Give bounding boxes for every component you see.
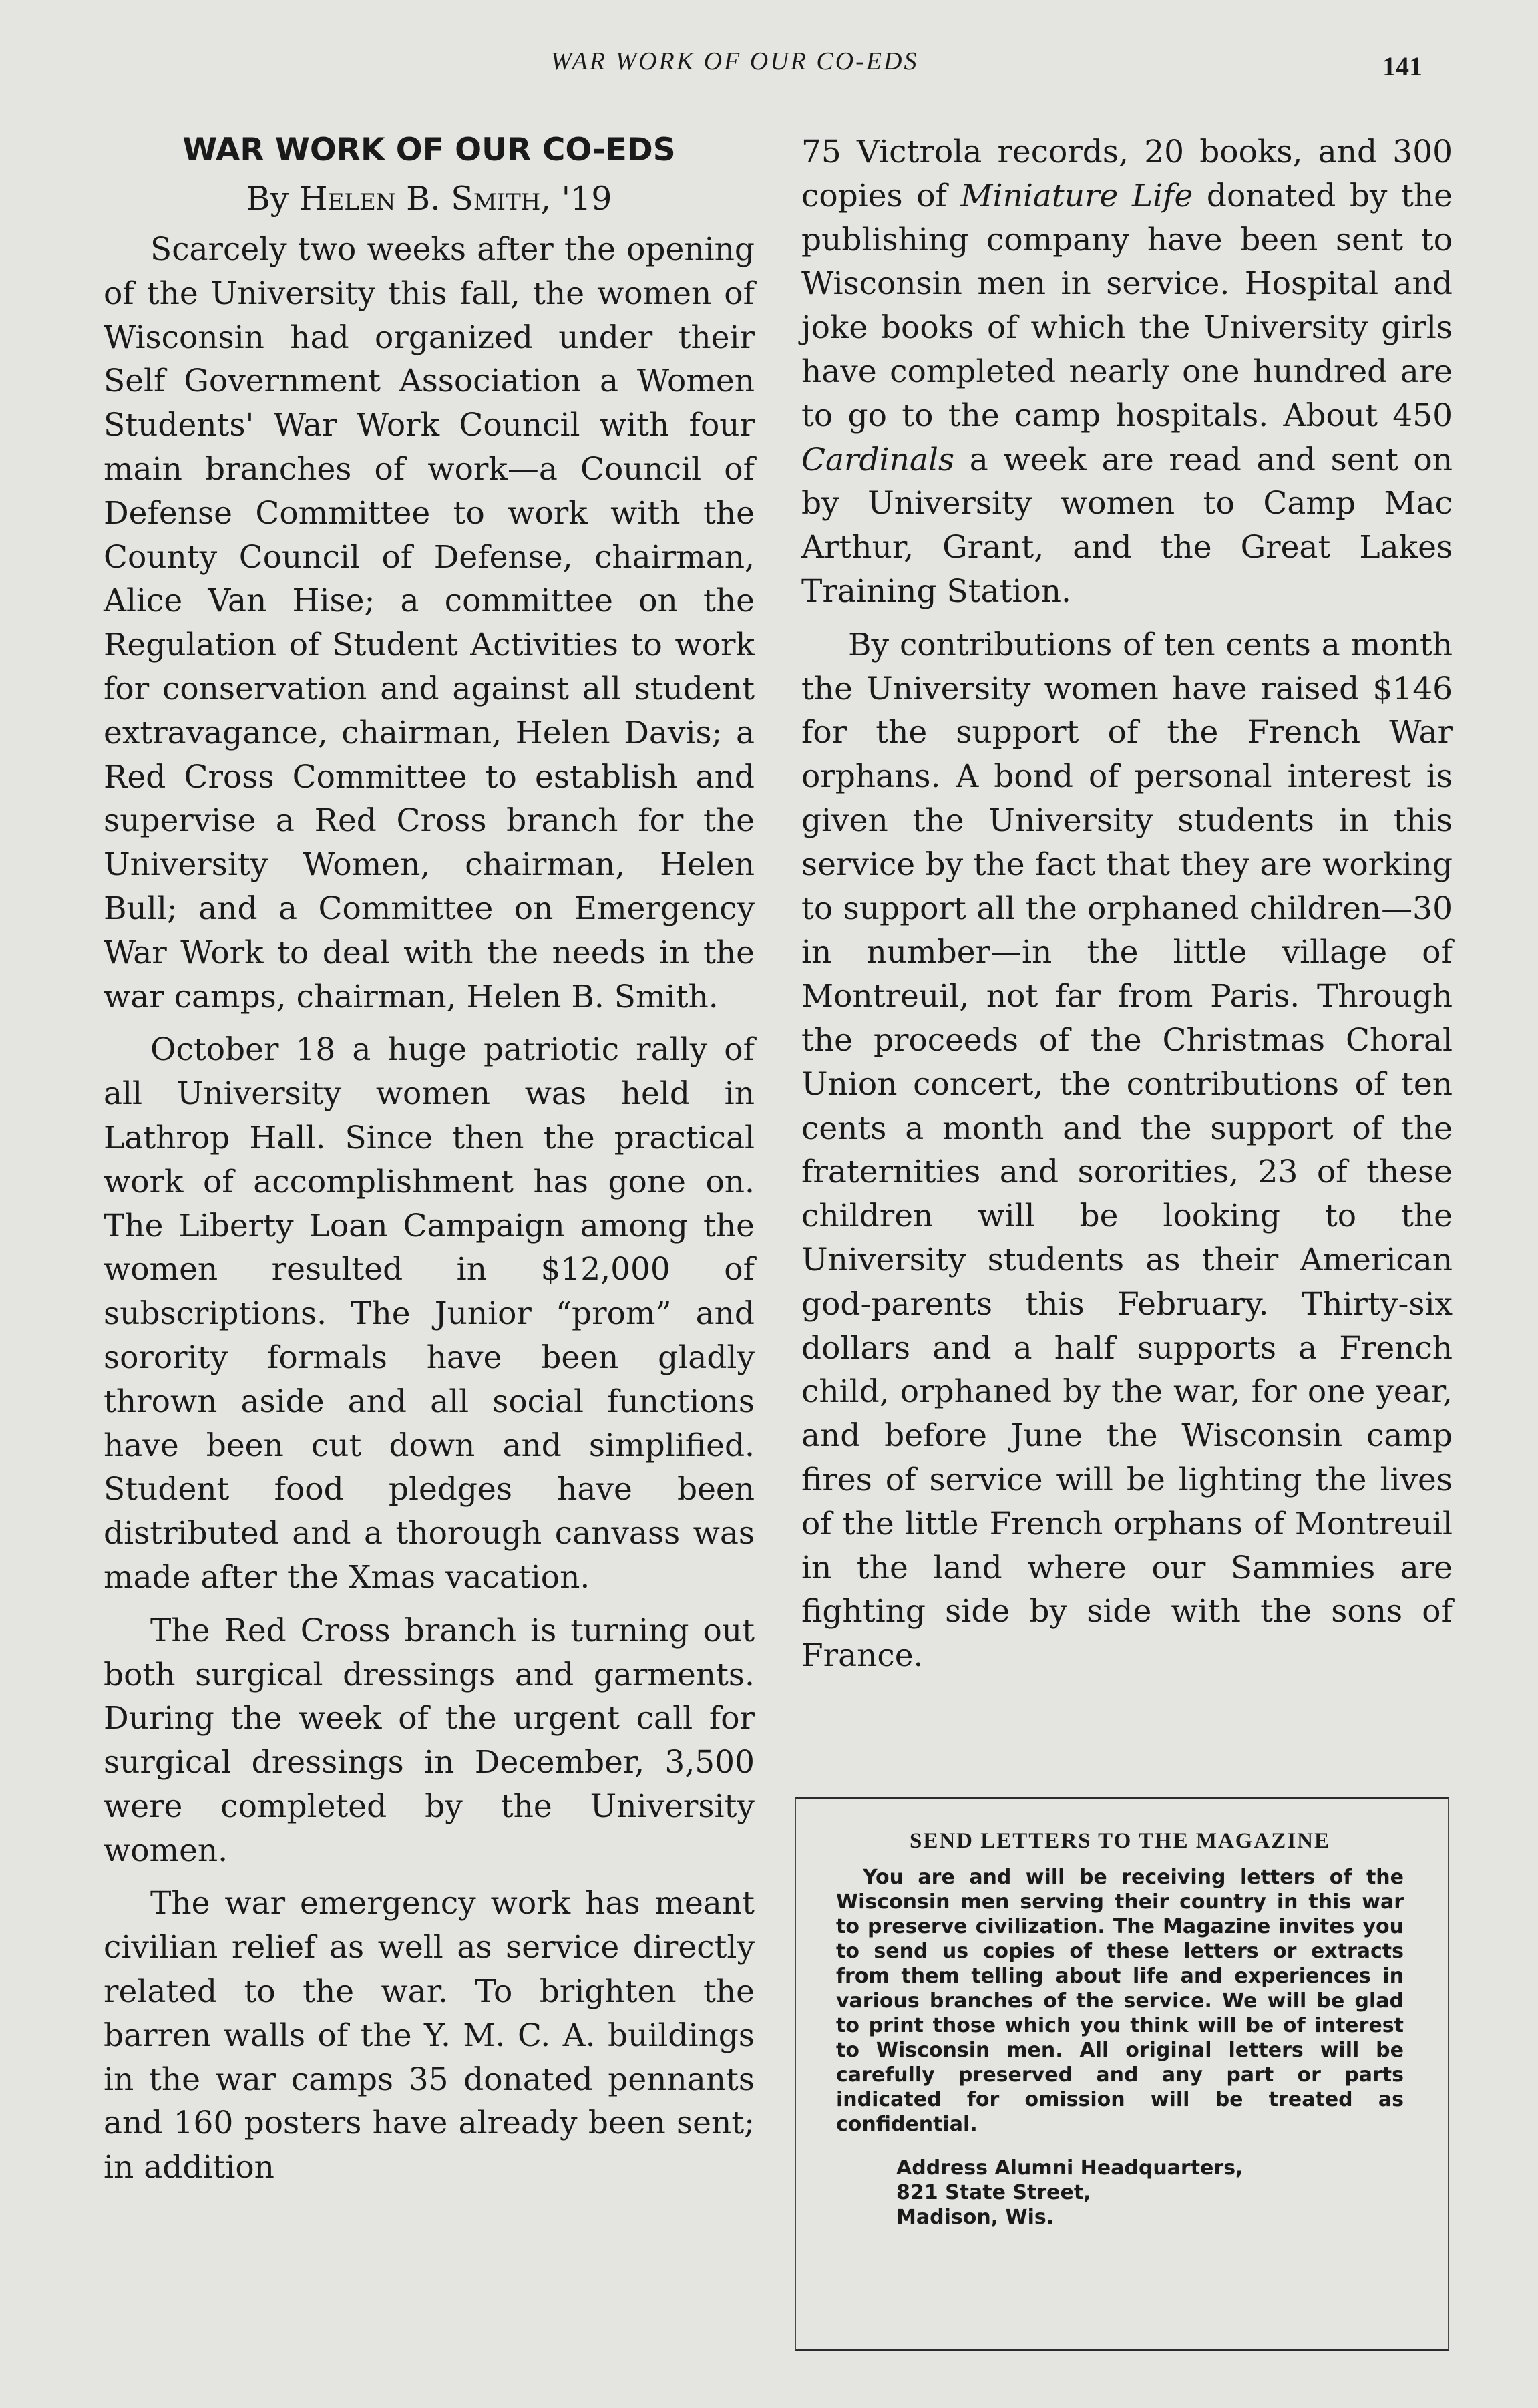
right-column	[801, 130, 1453, 1687]
page-number: 141	[1382, 51, 1422, 81]
miniature-life-title: Miniature Life	[960, 177, 1193, 214]
byline-suffix: , '19	[540, 180, 612, 218]
notice-title: SEND LETTERS TO THE MAGAZINE	[909, 1829, 1331, 1853]
paragraph-red-cross: The Red Cross branch is turning out both surgical dressings and garments. During the week of the urgent call for surgical dressings in December, 3,500 were completed by the University women.	[104, 1612, 755, 1869]
byline-prefix: By	[246, 180, 299, 218]
byline	[104, 177, 755, 221]
paragraph-emergency-work: The war emergency work has meant civilian relief as well as service directly related to the war. To brighten the barren walls of the Y. M. C. A. buildings in the war camps 35 donated pennants and 160 posters have already been sent; in addition	[104, 1885, 755, 2186]
paragraph-donations	[801, 130, 1453, 614]
left-column	[104, 130, 755, 2199]
notice-body: You are and will be receiving letters of the Wisconsin men serving their country in this war to preserve civilization. The Magazine invites you to send us copies of these letters or extracts from them telling about life and experiences in various branches of the service. We will be glad to print those which you think will be of interest to Wisconsin men. All original letters will be carefully preserved and any part or parts indicated for omission will be treated as confidential.	[836, 1866, 1404, 2136]
donations-text-2: donated by the publishing company have been sent to Wisconsin men in service. Hospital and joke books of which the University girls have completed nearly one hundred are to go to the camp hospitals. About 450	[801, 177, 1453, 434]
byline-author: Helen B. Smith	[299, 180, 541, 218]
donations-text-1: 75 Victrola records, 20 books, and 300 copies of	[801, 134, 1453, 214]
notice-box	[795, 1797, 1449, 2351]
running-head-title: WAR WORK OF OUR CO-EDS	[550, 47, 919, 75]
article-title: WAR WORK OF OUR CO-EDS	[182, 132, 676, 168]
running-head	[0, 47, 1538, 87]
notice-content	[836, 1829, 1404, 2230]
notice-address: Address Alumni Headquarters, 821 State Street, Madison, Wis.	[896, 2156, 1243, 2229]
cardinals-title: Cardinals	[801, 441, 955, 478]
donations-text-3: a week are read and sent on by University women to Camp Mac Arthur, Grant, and the Great Lakes Training Station.	[801, 441, 1453, 610]
paragraph-rally: October 18 a huge patriotic rally of all University women was held in Lathrop Hall. Since then the practical work of accomplishment has gone on. The Liberty Loan Campaign among the women resulted in $12,000 of subscriptions. The Junior “prom” and sorority formals have been gladly thrown aside and all social functions have been cut down and simplified. Student food pledges have been distributed and a thorough canvass was made after the Xmas vacation.	[104, 1031, 755, 1596]
paragraph-orphans: By contributions of ten cents a month the University women have raised $146 for the support of the French War orphans. A bond of personal interest is given the University students in this service by the fact that they are working to support all the orphaned children—30 in number—in the little village of Montreuil, not far from Paris. Through the proceeds of the Christmas Choral Union concert, the contributions of ten cents a month and the support of the fraternities and sororities, 23 of these children will be looking to the University students as their American god-parents this February. Thirty-six dollars and a half supports a French child, orphaned by the war, for one year, and before June the Wisconsin camp fires of service will be lighting the lives of the little French orphans of Montreuil in the land where our Sammies are fighting side by side with the sons of France.	[801, 626, 1453, 1675]
paragraph-council: Scarcely two weeks after the opening of the University this fall, the women of Wisconsin had organized under their Self Government Association a Women Students' War Work Council with four main branches of work—a Council of Defense Committee to work with the County Council of Defense, chairman, Alice Van Hise; a committee on the Regulation of Student Activities to work for conservation and against all student extravagance, chairman, Helen Davis; a Red Cross Committee to establish and supervise a Red Cross branch for the University Women, chairman, Helen Bull; and a Committee on Emergency War Work to deal with the needs in the war camps, chairman, Helen B. Smith.	[104, 231, 755, 1015]
